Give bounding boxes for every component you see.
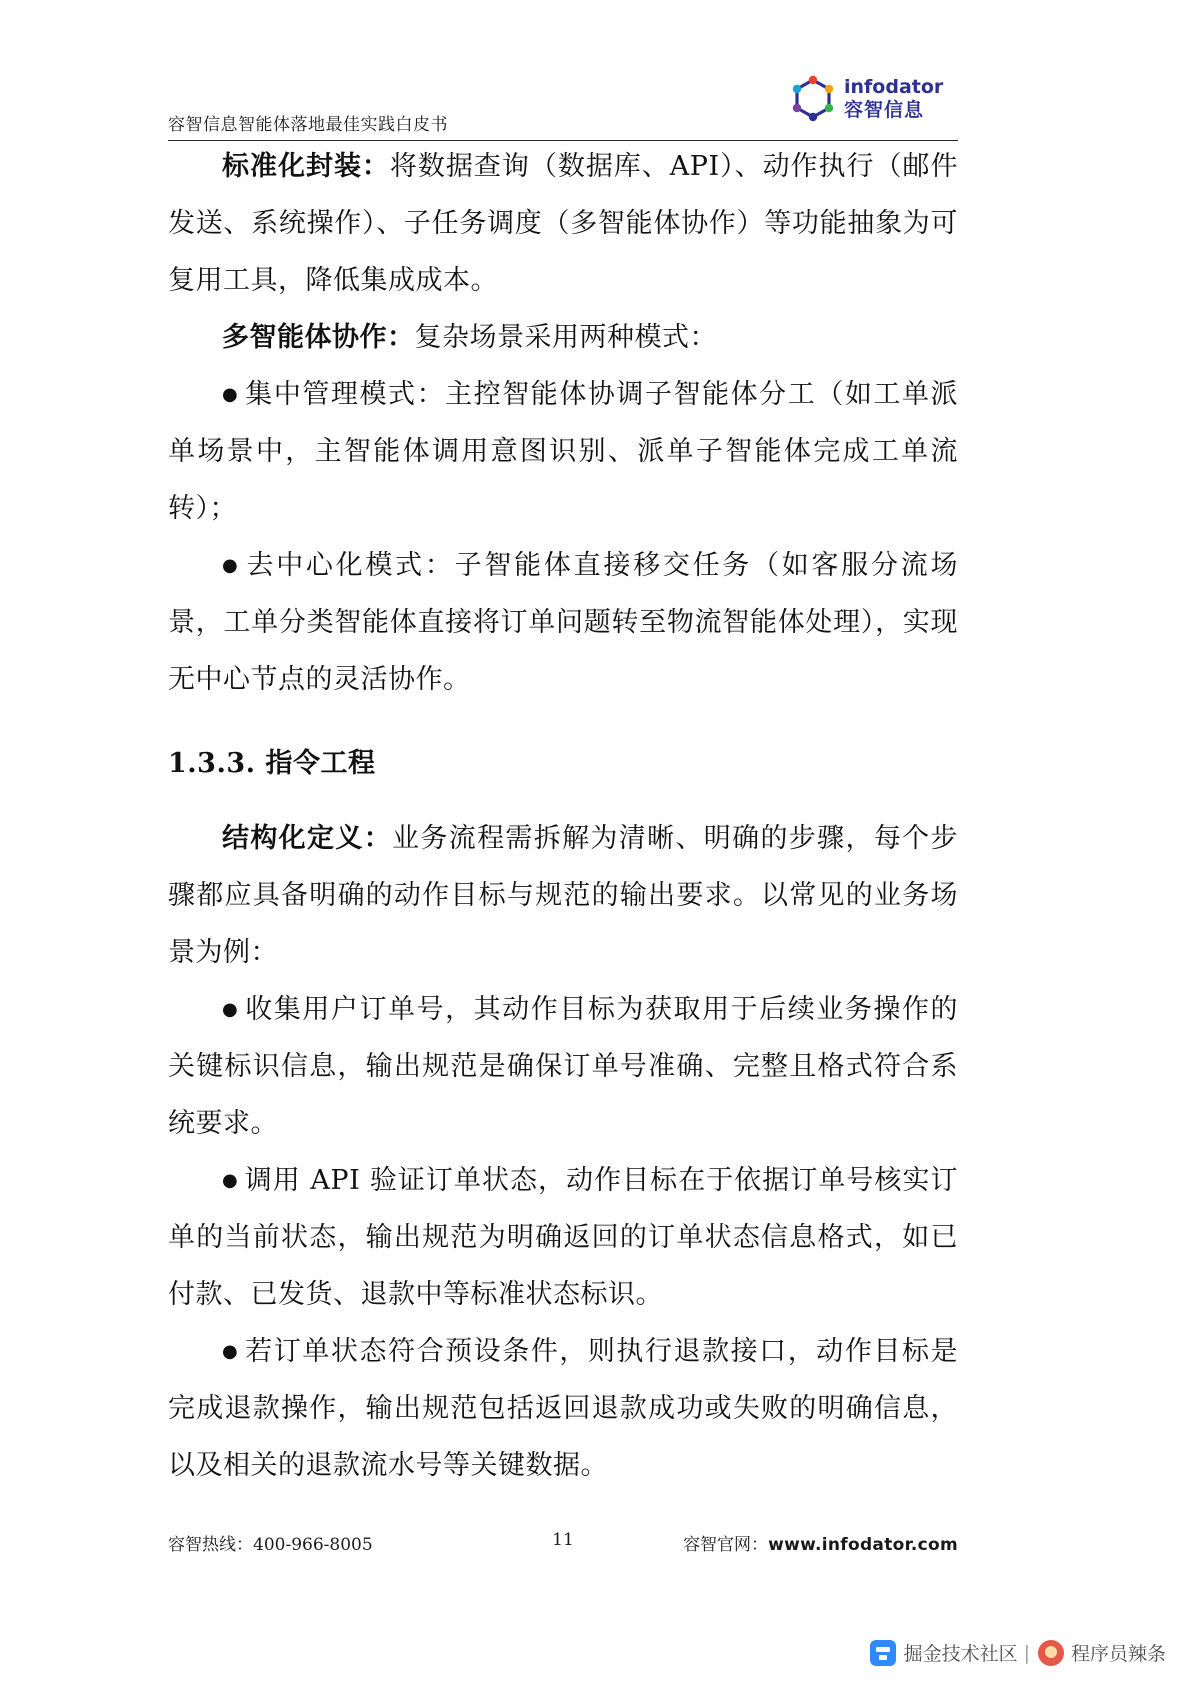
avatar <box>1038 1640 1064 1666</box>
footer-website-label: 容智官网： <box>683 1535 769 1555</box>
bullet-item-collect-order-number <box>168 981 958 1152</box>
paragraph-text: 复杂场景采用两种模式： <box>414 322 717 353</box>
section-heading-instruction-engineering: 1.3.3. 指令工程 <box>168 748 376 779</box>
footer-website <box>683 1530 958 1555</box>
bullet-item-centralized-mode <box>168 366 958 537</box>
paragraph-text: 将数据查询（数据库、API）、动作执行（邮件发送、系统操作）、子任务调度（多智能体协作）等功能抽象为可复用工具，降低集成成本。 <box>168 151 958 296</box>
bullet-text: 收集用户订单号，其动作目标为获取用于后续业务操作的关键标识信息，输出规范是确保订单号准确、完整且格式符合系统要求。 <box>168 994 958 1139</box>
document-header-title: 容智信息智能体落地最佳实践白皮书 <box>168 115 448 135</box>
paragraph-lead: 结构化定义： <box>222 823 393 854</box>
bullet-dot-icon: ● <box>222 1170 239 1191</box>
juejin-logo-icon <box>870 1640 896 1666</box>
watermark-separator: | <box>1023 1641 1030 1664</box>
page-header <box>168 70 958 142</box>
bullet-item-decentralized-mode <box>168 537 958 708</box>
footer-page-number: 11 <box>552 1530 574 1550</box>
bullet-dot-icon: ● <box>222 1341 240 1362</box>
bullet-text: 若订单状态符合预设条件，则执行退款接口，动作目标是完成退款操作，输出规范包括返回退款成功或失败的明确信息，以及相关的退款流水号等关键数据。 <box>168 1336 958 1481</box>
logo-wordmark <box>844 76 956 122</box>
logo-name-en: infodator <box>844 76 944 98</box>
company-logo <box>778 70 958 130</box>
watermark-platform: 掘金技术社区 <box>903 1643 1018 1665</box>
bullet-item-call-api-verify-order <box>168 1152 958 1323</box>
footer-hotline: 容智热线：400‑966‑8005 <box>168 1535 373 1555</box>
bullet-dot-icon: ● <box>222 999 240 1020</box>
logo-name-cn: 容智信息 <box>844 99 925 121</box>
bullet-text: 调用 API 验证订单状态，动作目标在于依据订单号核实订单的当前状态，输出规范为明确返回的订单状态信息格式，如已付款、已发货、退款中等标准状态标识。 <box>168 1165 958 1310</box>
document-body <box>168 138 958 1494</box>
watermark <box>870 1639 1166 1666</box>
bullet-text: 集中管理模式：主控智能体协调子智能体分工（如工单派单场景中，主智能体调用意图识别、派单子智能体完成工单流转）； <box>168 379 958 524</box>
watermark-author: 程序员辣条 <box>1070 1643 1166 1665</box>
paragraph-lead: 标准化封装： <box>222 151 390 182</box>
page-footer <box>168 1530 958 1560</box>
paragraph-lead: 多智能体协作： <box>222 322 415 353</box>
hexagon-dots-logo-icon <box>788 74 838 124</box>
footer-website-url: www.infodator.com <box>768 1535 958 1555</box>
bullet-dot-icon: ● <box>222 384 240 405</box>
bullet-item-execute-refund <box>168 1323 958 1494</box>
paragraph-text: 业务流程需拆解为清晰、明确的步骤，每个步骤都应具备明确的动作目标与规范的输出要求。以常见的业务场景为例： <box>168 823 959 968</box>
paragraph-structured-definition <box>168 810 958 981</box>
paragraph-standardized-encapsulation <box>168 138 958 309</box>
bullet-dot-icon: ● <box>222 555 241 576</box>
bullet-text: 去中心化模式：子智能体直接移交任务（如客服分流场景，工单分类智能体直接将订单问题转至物流智能体处理），实现无中心节点的灵活协作。 <box>168 550 958 695</box>
paragraph-multi-agent-collaboration <box>168 309 958 366</box>
